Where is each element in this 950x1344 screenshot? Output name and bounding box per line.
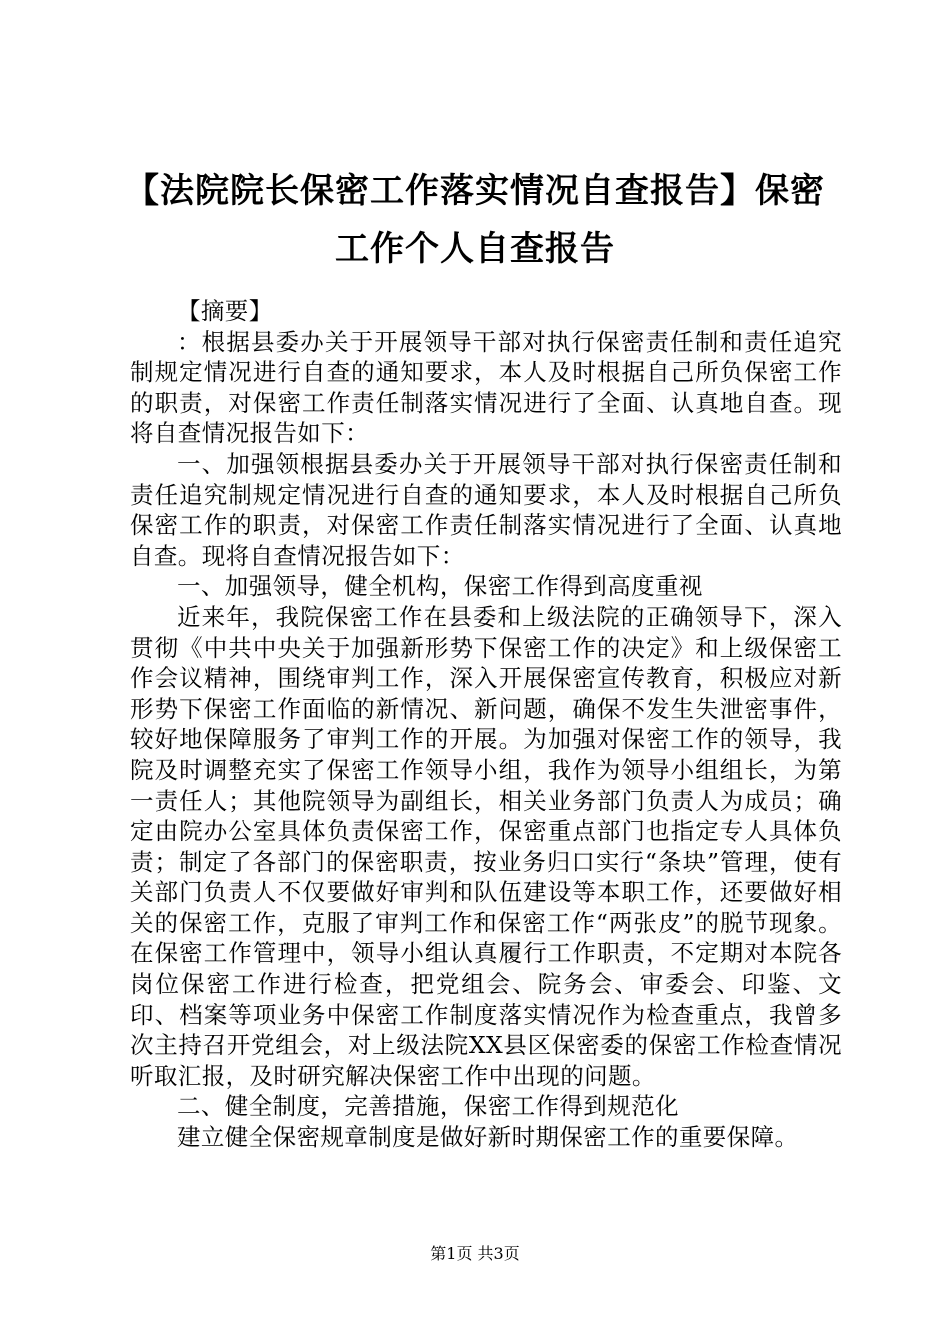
body-paragraph: 近来年，我院保密工作在县委和上级法院的正确领导下，深入贯彻《中共中央关于加强新形势下保密工作的决定》和上级保密工作会议精神，围绕审判工作，深入开展保密宣传教育，积极应对新形势下保密工作面临的新情况、新问题，确保不发生失泄密事件，较好地保障服务了审判工作的开展。为加强对保密工作的领导，我院及时调整充实了保密工作领导小组，我作为领导小组组长，为第一责任人；其他院领导为副组长，相关业务部门负责人为成员；确定由院办公室具体负责保密工作，保密重点部门也指定专人具体负责；制定了各部门的保密职责，按业务归口实行“条块”管理，使有关部门负责人不仅要做好审判和队伍建设等本职工作，还要做好相关的保密工作，克服了审判工作和保密工作“两张皮”的脱节现象。在保密工作管理中，领导小组认真履行工作职责，不定期对本院各岗位保密工作进行检查，把党组会、院务会、审委会、印鉴、文印、档案等项业务中保密工作制度落实情况作为检查重点，我曾多次主持召开党组会，对上级法院XX县区保密委的保密工作检查情况听取汇报，及时研究解决保密工作中出现的问题。 [130, 602, 842, 1090]
abstract-heading: 【摘要】 [177, 297, 273, 325]
page-number-footer: 第1页 共3页 [430, 1244, 520, 1263]
document-body [130, 296, 842, 1153]
section-heading: 二、健全制度，完善措施，保密工作得到规范化 [177, 1092, 679, 1121]
body-paragraph: 一、加强领根据县委办关于开展领导干部对执行保密责任制和责任追究制规定情况进行自查的通知要求，本人及时根据自己所负保密工作的职责，对保密工作责任制落实情况进行了全面、认真地自查。现将自查情况报告如下： [130, 449, 842, 570]
body-paragraph: 建立健全保密规章制度是做好新时期保密工作的重要保障。 [177, 1123, 799, 1152]
abstract-paragraph: ：根据县委办关于开展领导干部对执行保密责任制和责任追究制规定情况进行自查的通知要求，本人及时根据自己所负保密工作的职责，对保密工作责任制落实情况进行了全面、认真地自查。现将自查情况报告如下： [130, 327, 842, 448]
document-title: 【法院院长保密工作落实情况自查报告】保密工作个人自查报告 [125, 171, 825, 269]
section-heading: 一、加强领导，健全机构，保密工作得到高度重视 [177, 572, 703, 601]
